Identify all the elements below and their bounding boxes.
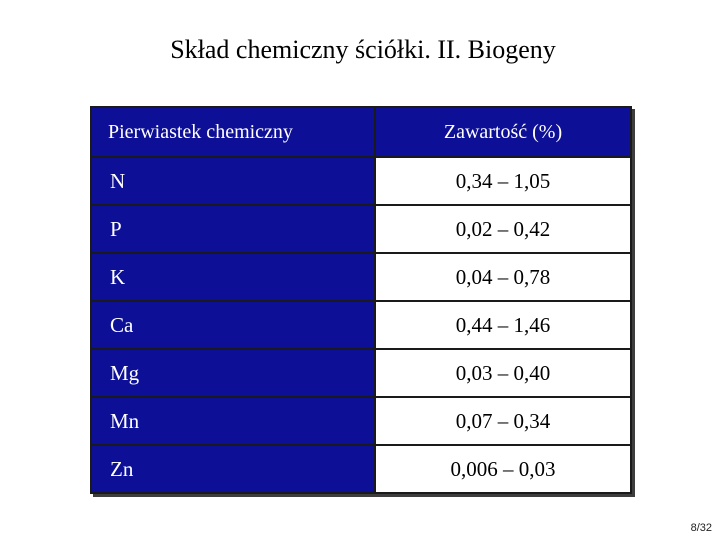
content-range-cell: 0,03 – 0,40 — [375, 349, 631, 397]
element-cell: P — [91, 205, 375, 253]
slide-title: Skład chemiczny ściółki. II. Biogeny — [170, 35, 556, 64]
column-header-element: Pierwiastek chemiczny — [91, 107, 375, 157]
element-cell: K — [91, 253, 375, 301]
element-cell: Ca — [91, 301, 375, 349]
content-range-cell: 0,44 – 1,46 — [375, 301, 631, 349]
content-range-cell: 0,07 – 0,34 — [375, 397, 631, 445]
table-row — [91, 349, 631, 397]
content-range-cell: 0,02 – 0,42 — [375, 205, 631, 253]
table-row — [91, 205, 631, 253]
content-range-cell: 0,34 – 1,05 — [375, 157, 631, 205]
table-header-row — [91, 107, 631, 157]
table-row — [91, 253, 631, 301]
table-row — [91, 397, 631, 445]
column-header-content: Zawartość (%) — [375, 107, 631, 157]
element-content-table — [90, 106, 632, 494]
content-range-cell: 0,04 – 0,78 — [375, 253, 631, 301]
data-table — [90, 106, 632, 494]
element-cell: Mg — [91, 349, 375, 397]
table-row — [91, 301, 631, 349]
table-row — [91, 157, 631, 205]
element-cell: Zn — [91, 445, 375, 493]
content-range-cell: 0,006 – 0,03 — [375, 445, 631, 493]
table-row — [91, 445, 631, 493]
element-cell: Mn — [91, 397, 375, 445]
page-number: 8/32 — [690, 522, 712, 534]
element-cell: N — [91, 157, 375, 205]
